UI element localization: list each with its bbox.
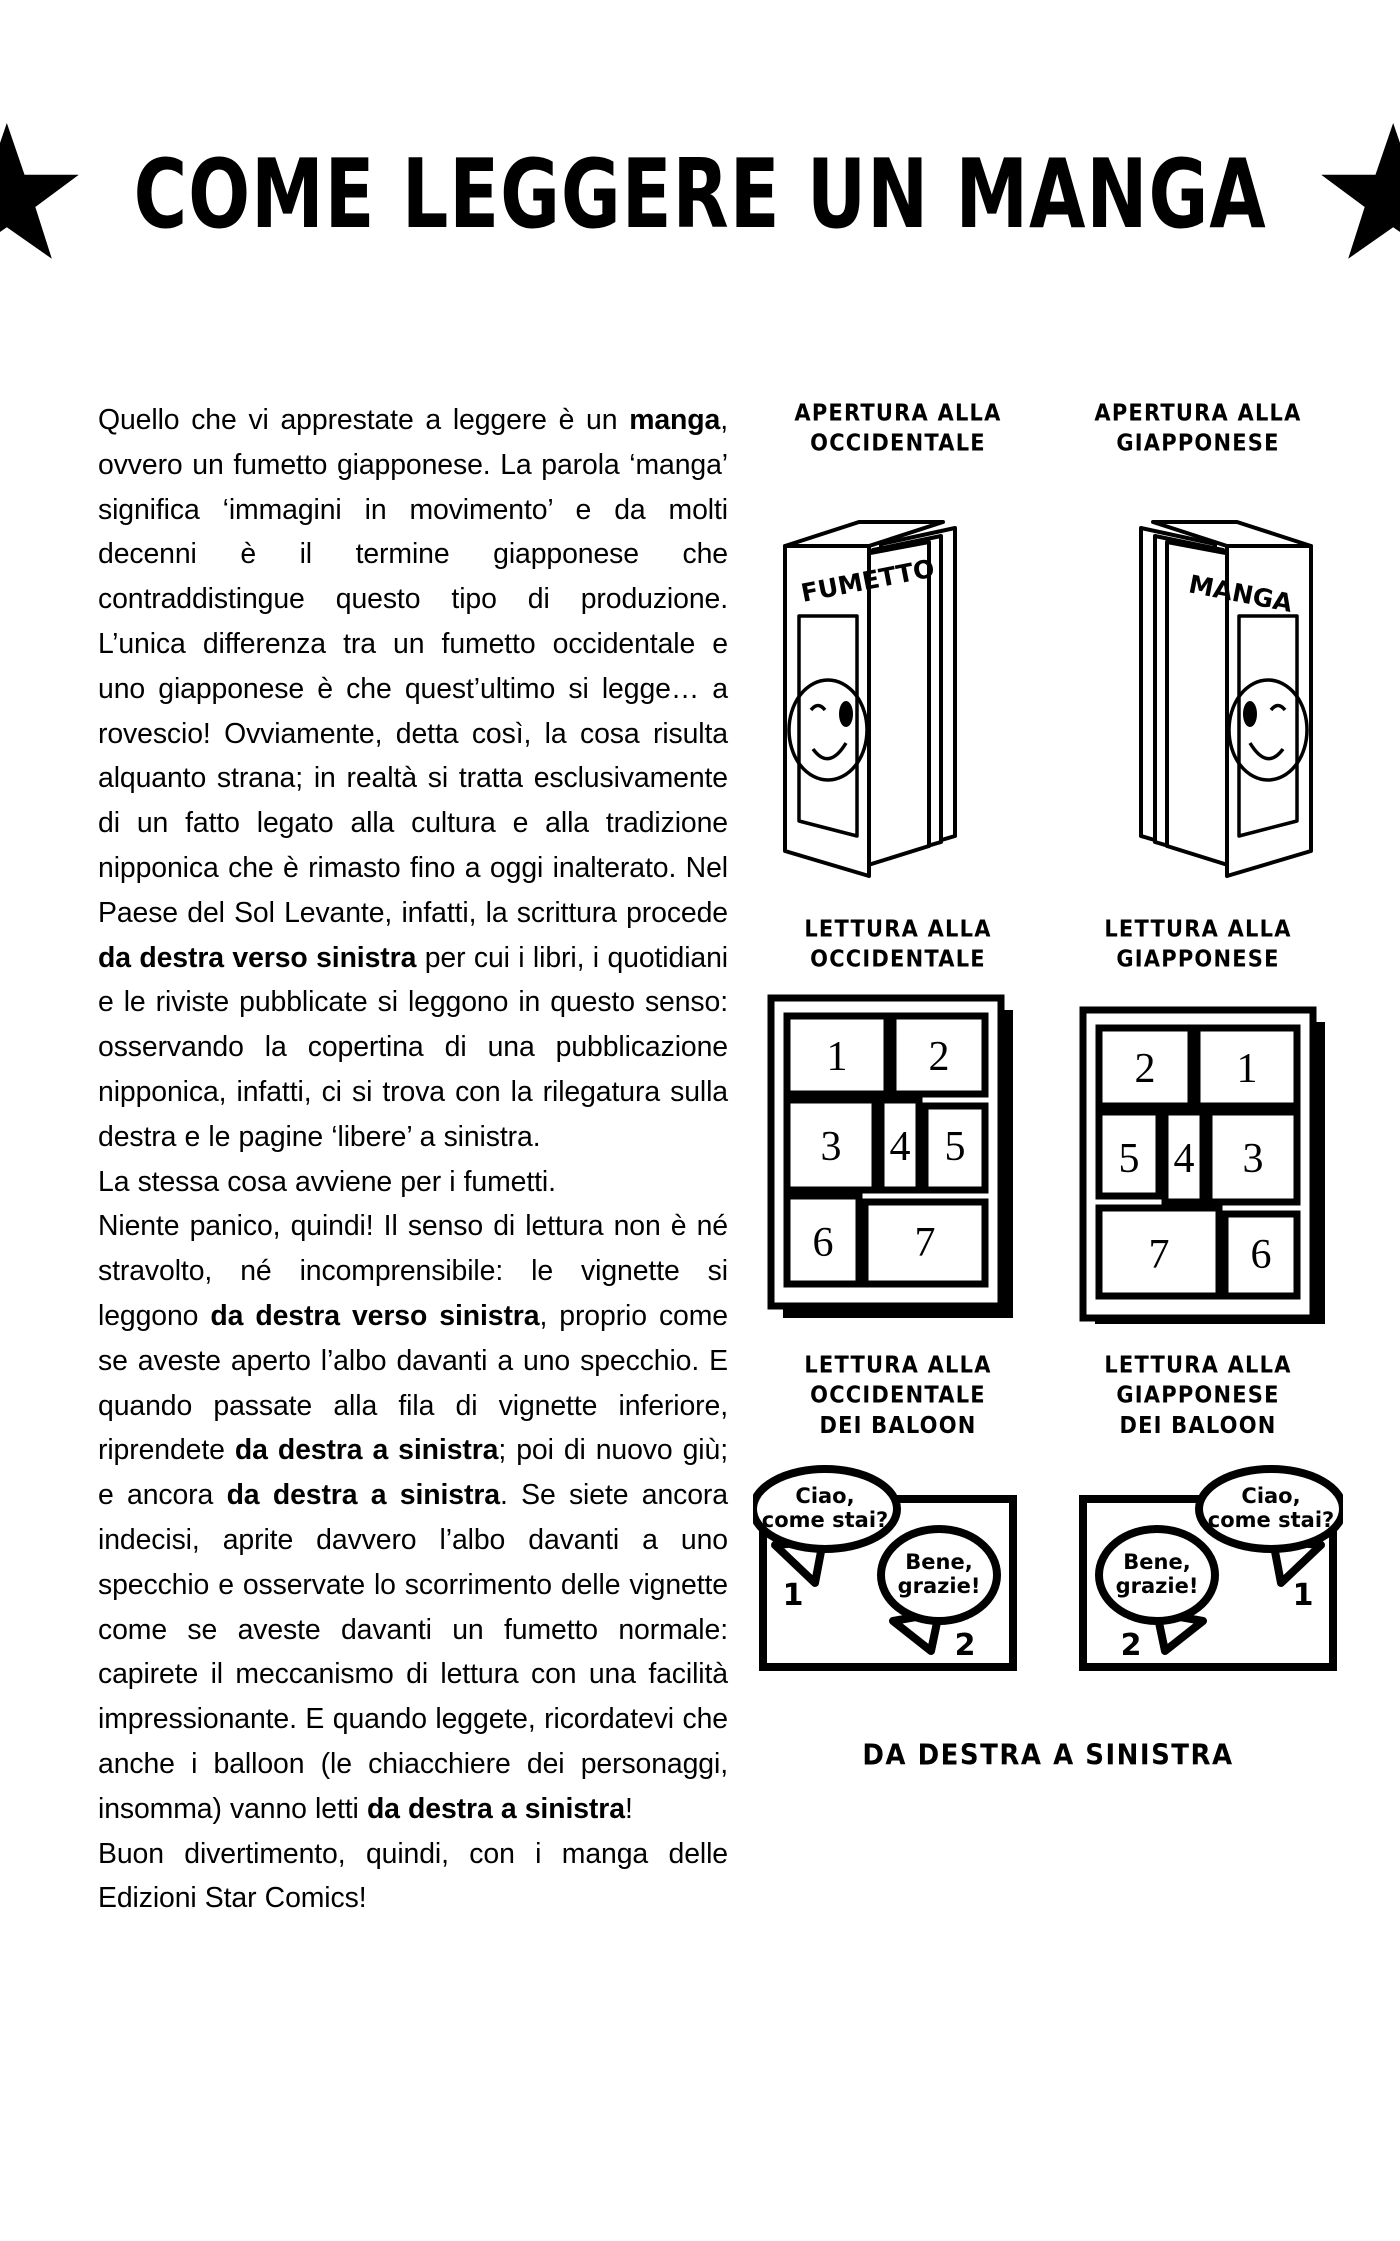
star-icon <box>1318 123 1400 273</box>
panel-number: 4 <box>1173 1136 1195 1182</box>
opening-header-occidentale-line2: OCCIDENTALE <box>810 429 986 457</box>
panel-reading-headers <box>748 914 1348 973</box>
panel-number: 7 <box>1148 1232 1170 1278</box>
balloon-panel-western-drawing <box>753 1465 1043 1680</box>
article-text: per cui i libri, i quotidiani e le riviste pubblicate si leggono in questo senso: osservando la copertina di una pubblicazione nipponica, infatti, ci si trova con la rilegatura sulla destra e le pagine ‘libere’ a sinistra. <box>98 941 728 1153</box>
article-text: Niente panico, quindi! Il senso di lettura non è né stravolto, né incomprensibile: le vignette si leggono <box>98 1210 728 1332</box>
opening-header-giapponese-line2: GIAPPONESE <box>1116 429 1280 457</box>
balloon-panel-western <box>748 1465 1048 1695</box>
opening-header-giapponese-line1: APERTURA ALLA <box>1094 399 1302 426</box>
page-title: COME LEGGERE UN MANGA <box>133 137 1267 250</box>
article-paragraph <box>98 1160 728 1205</box>
balloon-panel-japanese-drawing <box>1053 1465 1343 1680</box>
article-text: Quello che vi apprestate a leggere è un <box>98 404 630 436</box>
article-text: La stessa cosa avviene per i fumetti. <box>98 1165 556 1198</box>
article-text: ! <box>624 1792 633 1825</box>
balloon-text-line2: grazie! <box>897 1574 981 1598</box>
panel-number: 6 <box>812 1220 834 1266</box>
article-emphasis: da destra a sinistra <box>366 1792 625 1825</box>
opening-headers <box>748 398 1348 457</box>
footer-caption: DA DESTRA A SINISTRA <box>862 1739 1234 1772</box>
book-western-cover-word: FUMETTO <box>798 553 937 608</box>
balloon-header-occidentale-line2: OCCIDENTALE <box>810 1381 986 1409</box>
book-western <box>748 506 1048 906</box>
article-text: , proprio come se aveste aperto l’albo davanti a uno specchio. E quando passate alla fila di vignette inferiore, riprendete <box>98 1299 728 1467</box>
book-western-drawing <box>773 506 1023 896</box>
book-japanese-cover-word: MANGA <box>1186 569 1295 618</box>
book-illustrations <box>748 506 1348 906</box>
article-emphasis: da destra verso sinistra <box>210 1299 540 1332</box>
panel-grid-illustrations <box>748 994 1348 1344</box>
balloon-text-line1: Bene, <box>905 1550 973 1574</box>
article-body <box>98 398 728 1921</box>
panel-grid-japanese <box>1048 994 1348 1344</box>
balloon-header-giapponese-line3: DEI BALOON <box>1119 1411 1277 1439</box>
opening-header-occidentale <box>748 398 1048 458</box>
balloon-text-line1: Ciao, <box>795 1484 855 1508</box>
article-text: . Se siete ancora indecisi, aprite davvero l’albo davanti a uno specchio e osservate lo scorrimento delle vignette come se aveste davanti un fumetto normale: capirete il meccanismo di lettura con una facilità impressionante. E quando leggete, ricordatevi che anche i balloon (le chiacchiere dei personaggi, insomma) vanno letti <box>98 1479 728 1825</box>
balloon-text-line1: Bene, <box>1123 1550 1191 1574</box>
winking-smiley-eye <box>839 701 853 727</box>
article-emphasis: manga <box>629 404 721 436</box>
panel-number: 5 <box>944 1124 966 1170</box>
panel-header-giapponese-line2: GIAPPONESE <box>1116 945 1280 973</box>
article-emphasis: da destra a sinistra <box>234 1434 499 1467</box>
article-paragraph <box>98 1204 728 1831</box>
panel-header-occidentale-line1: LETTURA ALLA <box>804 915 992 942</box>
star-icon <box>0 123 82 273</box>
book-japanese-drawing <box>1073 506 1323 896</box>
balloon-header-giapponese-line2: GIAPPONESE <box>1116 1381 1280 1409</box>
illustration-column <box>748 398 1348 1772</box>
balloon-reading-headers <box>748 1350 1348 1439</box>
balloon-text-line2: come stai? <box>1207 1508 1335 1532</box>
panel-grid-western <box>748 994 1048 1344</box>
balloon-text-line2: grazie! <box>1115 1574 1199 1598</box>
panel-number: 1 <box>826 1034 848 1080</box>
balloon-header-occidentale-line1: LETTURA ALLA <box>804 1351 992 1378</box>
panel-header-giapponese <box>1048 914 1348 974</box>
opening-header-giapponese <box>1048 398 1348 458</box>
panel-grid-western-drawing <box>767 994 1029 1324</box>
panel-number: 3 <box>820 1124 842 1170</box>
balloon-panel-japanese <box>1048 1465 1348 1695</box>
article-paragraph <box>98 1832 728 1922</box>
balloon-order-number: 1 <box>782 1578 804 1613</box>
panel-number: 6 <box>1250 1232 1272 1278</box>
book-japanese <box>1048 506 1348 906</box>
balloon-text-line1: Ciao, <box>1241 1484 1301 1508</box>
panel-number: 1 <box>1236 1046 1258 1092</box>
balloon-order-number: 2 <box>954 1628 976 1663</box>
panel-header-occidentale-line2: OCCIDENTALE <box>810 945 986 973</box>
article-text: , ovvero un fumetto giapponese. La parola ‘manga’ significa ‘immagini in movimento’ e da molti decenni è il termine giapponese che contraddistingue questo tipo di produzione. L’unica differenza tra un fumetto occidentale e uno giapponese è che quest’ultimo si legge… a rovescio! Ovviamente, detta così, la cosa risulta alquanto strana; in realtà si tratta esclusivamente di un fatto legato alla cultura e alla tradizione nipponica che è rimasto fino a oggi inalterato. Nel Paese del Sol Levante, infatti, la scrittura procede <box>98 404 728 929</box>
panel-number: 3 <box>1242 1136 1264 1182</box>
article-emphasis: da destra a sinistra <box>226 1479 500 1512</box>
balloon-header-occidentale <box>748 1350 1048 1441</box>
balloon-illustrations <box>748 1465 1348 1695</box>
balloon-header-occidentale-line3: DEI BALOON <box>819 1411 977 1439</box>
balloon-header-giapponese-line1: LETTURA ALLA <box>1104 1351 1292 1378</box>
article-text: ; poi di nuovo giù; e ancora <box>98 1434 728 1512</box>
panel-number: 7 <box>914 1220 936 1266</box>
balloon-header-giapponese <box>1048 1350 1348 1441</box>
balloon-text-line2: come stai? <box>761 1508 889 1532</box>
opening-header-occidentale-line1: APERTURA ALLA <box>794 399 1002 426</box>
panel-header-giapponese-line1: LETTURA ALLA <box>1104 915 1292 942</box>
panel-number: 5 <box>1118 1136 1140 1182</box>
article-emphasis: da destra verso sinistra <box>98 941 417 974</box>
article-paragraph <box>98 398 728 1160</box>
panel-header-occidentale <box>748 914 1048 974</box>
panel-number: 2 <box>1134 1046 1156 1092</box>
balloon-order-number: 2 <box>1120 1628 1142 1663</box>
panel-number: 2 <box>928 1034 950 1080</box>
page-title-row <box>0 118 1400 278</box>
article-text: Buon divertimento, quindi, con i manga delle Edizioni Star Comics! <box>98 1837 728 1915</box>
panel-number: 4 <box>889 1124 911 1170</box>
panel-grid-japanese-drawing <box>1067 994 1329 1324</box>
balloon-order-number: 1 <box>1292 1578 1314 1613</box>
